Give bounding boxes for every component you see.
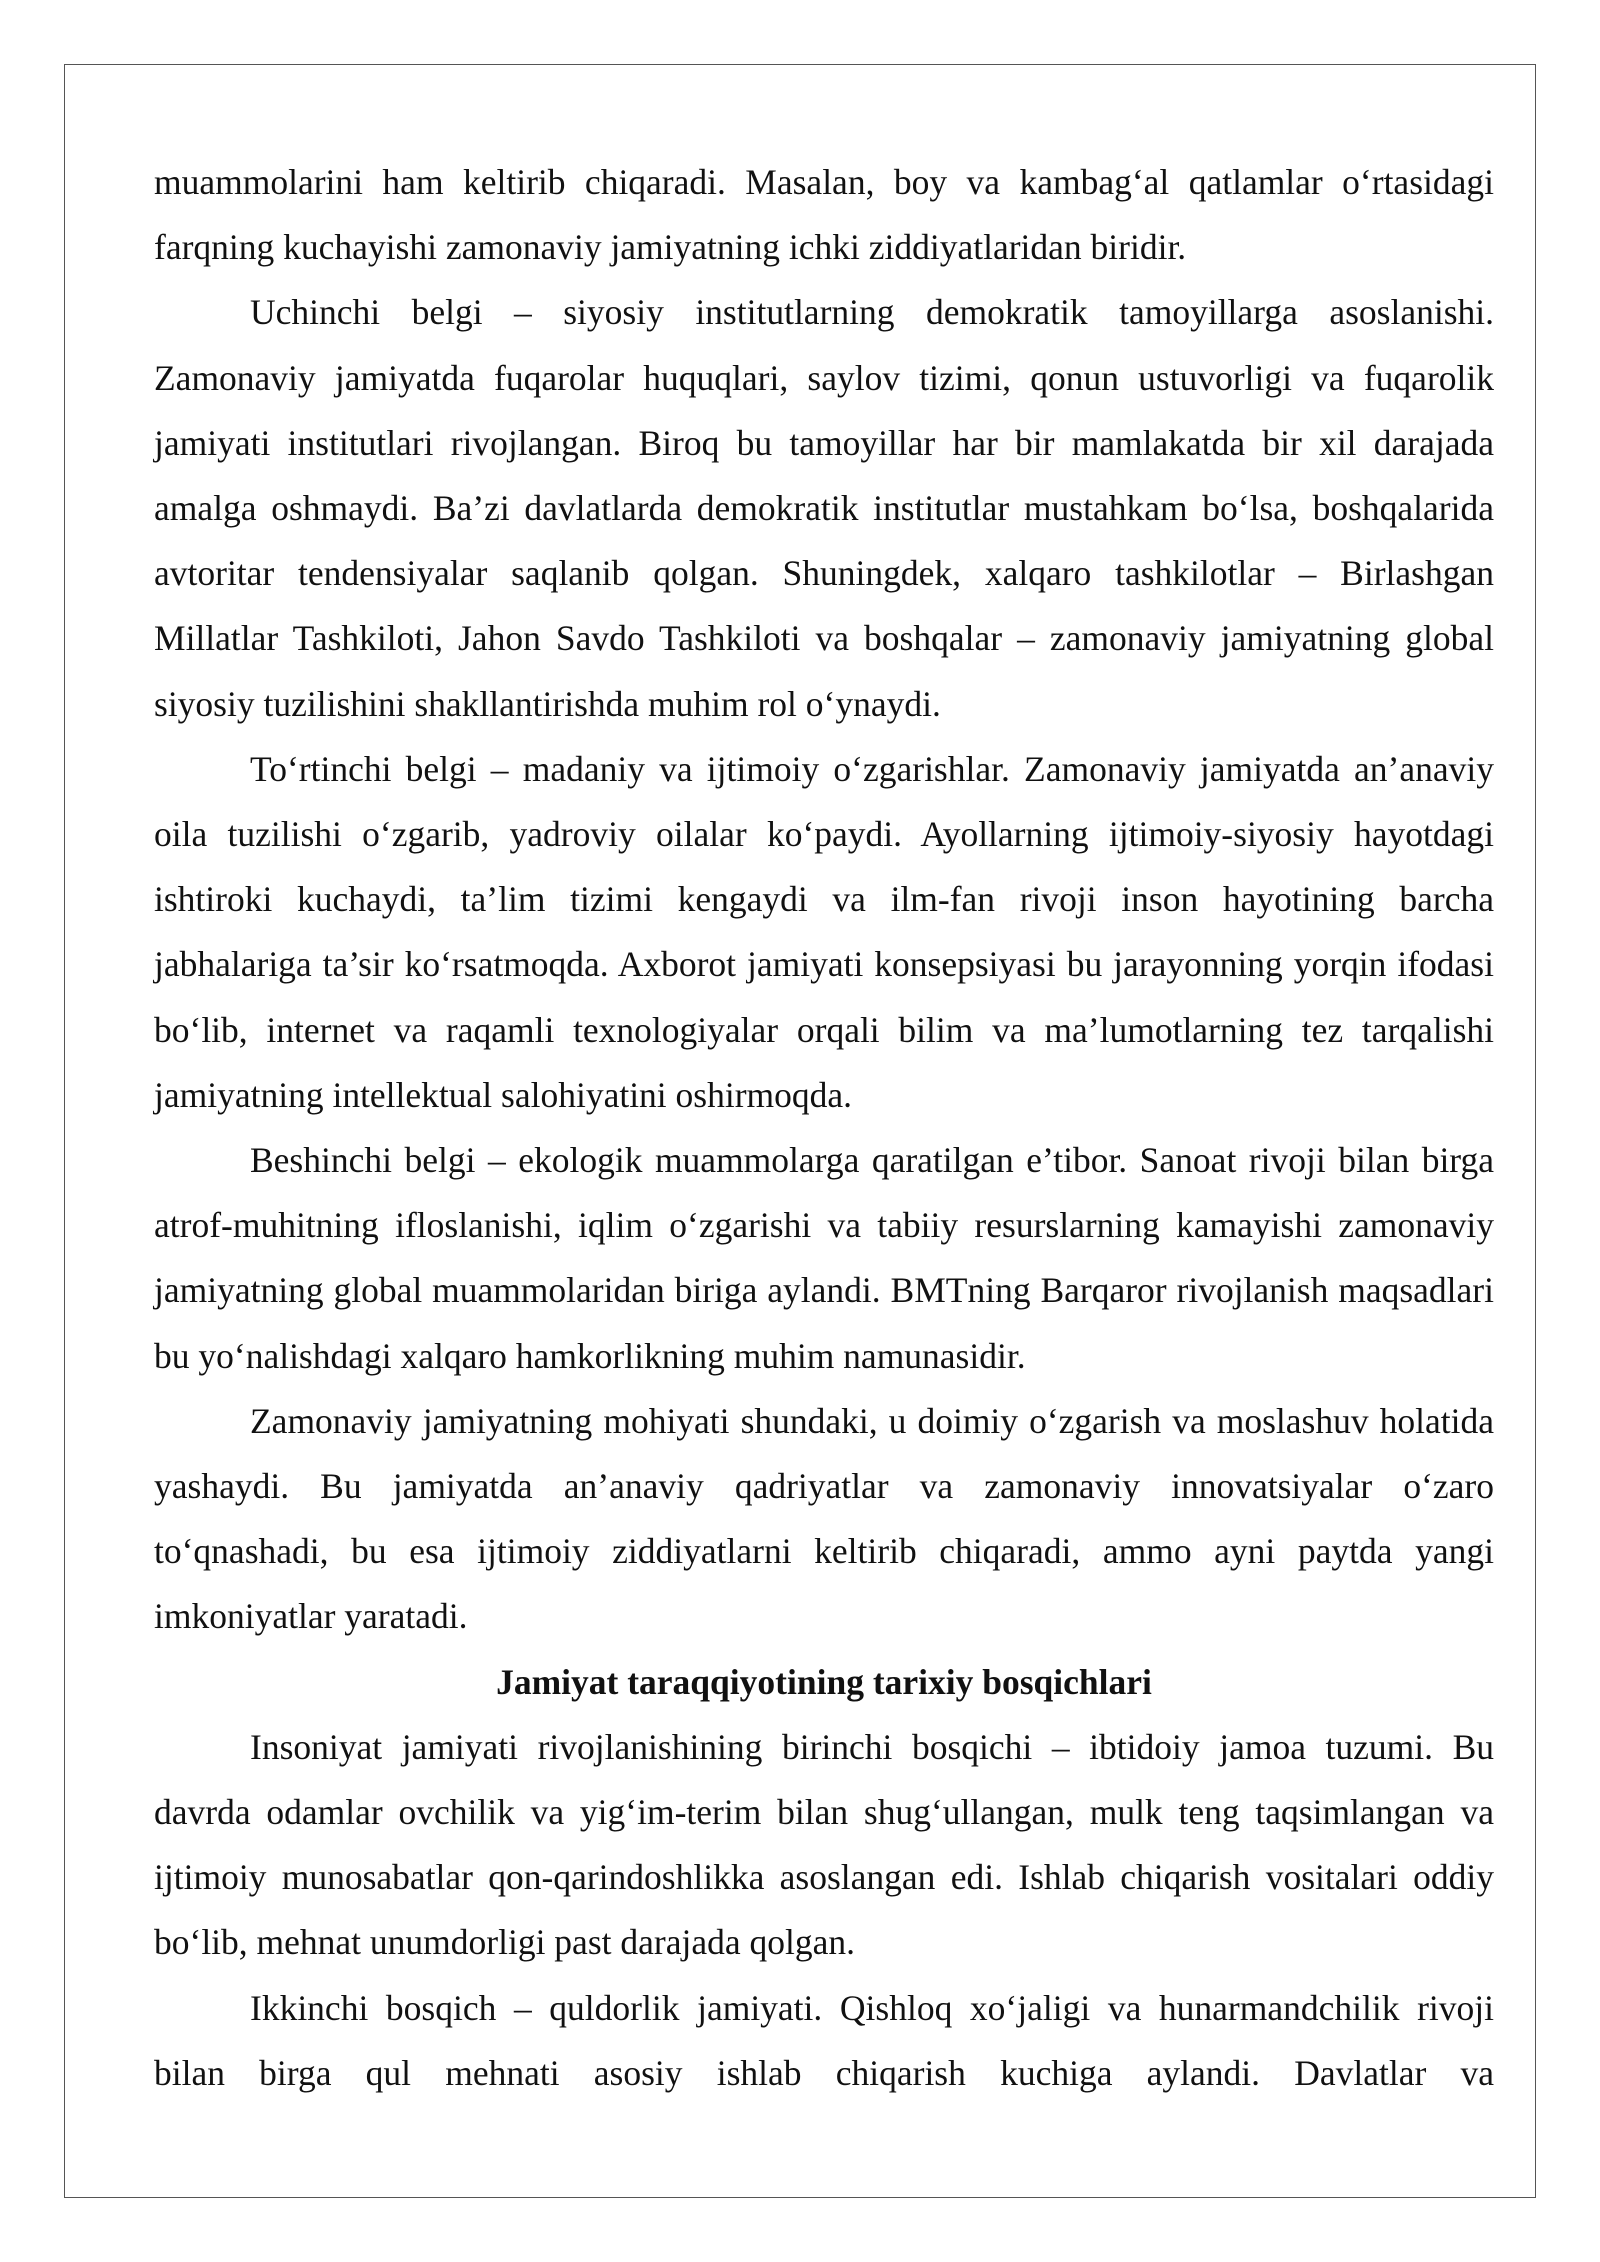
paragraph-fourth-feature: To‘rtinchi belgi – madaniy va ijtimoiy o‘zgarishlar. Zamonaviy jamiyatda an’anaviy oila tuzilishi o‘zgarib, yadroviy oilalar ko‘paydi. Ayollarning ijtimoiy-siyosiy hayotdagi ishtiroki kuchaydi, ta’lim tizimi kengaydi va ilm-fan rivoji inson hayotining barcha jabhalariga ta’sir ko‘rsatmoqda. Axborot jamiyati konsepsiyasi bu jarayonning yorqin ifodasi bo‘lib, internet va raqamli texnologiyalar orqali bilim va ma’lumotlarning tez tarqalishi jamiyatning intellektual salohiyatini oshirmoqda. [154,748,1494,1115]
paragraph-continuation: muammolarini ham keltirib chiqaradi. Masalan, boy va kambag‘al qatlamlar o‘rtasidagi farqning kuchayishi zamonaviy jamiyatning ichki ziddiyatlaridan biridir. [154,162,1494,268]
document-body [154,150,1494,2106]
section-heading: Jamiyat taraqqiyotining tarixiy bosqichlari [496,1661,1152,1702]
paragraph-second-stage: Ikkinchi bosqich – quldorlik jamiyati. Qishloq xo‘jaligi va hunarmandchilik rivoji bilan birga qul mehnati asosiy ishlab chiqarish kuchiga aylandi. Davlatlar va [154,1987,1494,2093]
paragraph-essence: Zamonaviy jamiyatning mohiyati shundaki, u doimiy o‘zgarish va moslashuv holatida yashaydi. Bu jamiyatda an’anaviy qadriyatlar va zamonaviy innovatsiyalar o‘zaro to‘qnashadi, bu esa ijtimoiy ziddiyatlarni keltirib chiqaradi, ammo ayni paytda yangi imkoniyatlar yaratadi. [154,1400,1494,1637]
paragraph-fifth-feature: Beshinchi belgi – ekologik muammolarga qaratilgan e’tibor. Sanoat rivoji bilan birga atrof-muhitning ifloslanishi, iqlim o‘zgarishi va tabiiy resurslarning kamayishi zamonaviy jamiyatning global muammolaridan biriga aylandi. BMTning Barqaror rivojlanish maqsadlari bu yo‘nalishdagi xalqaro hamkorlikning muhim namunasidir. [154,1140,1494,1376]
paragraph-first-stage: Insoniyat jamiyati rivojlanishining birinchi bosqichi – ibtidoiy jamoa tuzumi. Bu davrda odamlar ovchilik va yig‘im-terim bilan shug‘ullangan, mulk teng taqsimlangan va ijtimoiy munosabatlar qon-qarindoshlikka asoslangan edi. Ishlab chiqarish vositalari oddiy bo‘lib, mehnat unumdorligi past darajada qolgan. [154,1726,1494,1963]
paragraph-third-feature: Uchinchi belgi – siyosiy institutlarning demokratik tamoyillarga asoslanishi. Zamonaviy jamiyatda fuqarolar huquqlari, saylov tizimi, qonun ustuvorligi va fuqarolik jamiyati institutlari rivojlangan. Biroq bu tamoyillar har bir mamlakatda bir xil darajada amalga oshmaydi. Ba’zi davlatlarda demokratik institutlar mustahkam bo‘lsa, boshqalarida avtoritar tendensiyalar saqlanib qolgan. Shuningdek, xalqaro tashkilotlar – Birlashgan Millatlar Tashkiloti, Jahon Savdo Tashkiloti va boshqalar – zamonaviy jamiyatning global siyosiy tuzilishini shakllantirishda muhim rol o‘ynaydi. [154,292,1494,724]
